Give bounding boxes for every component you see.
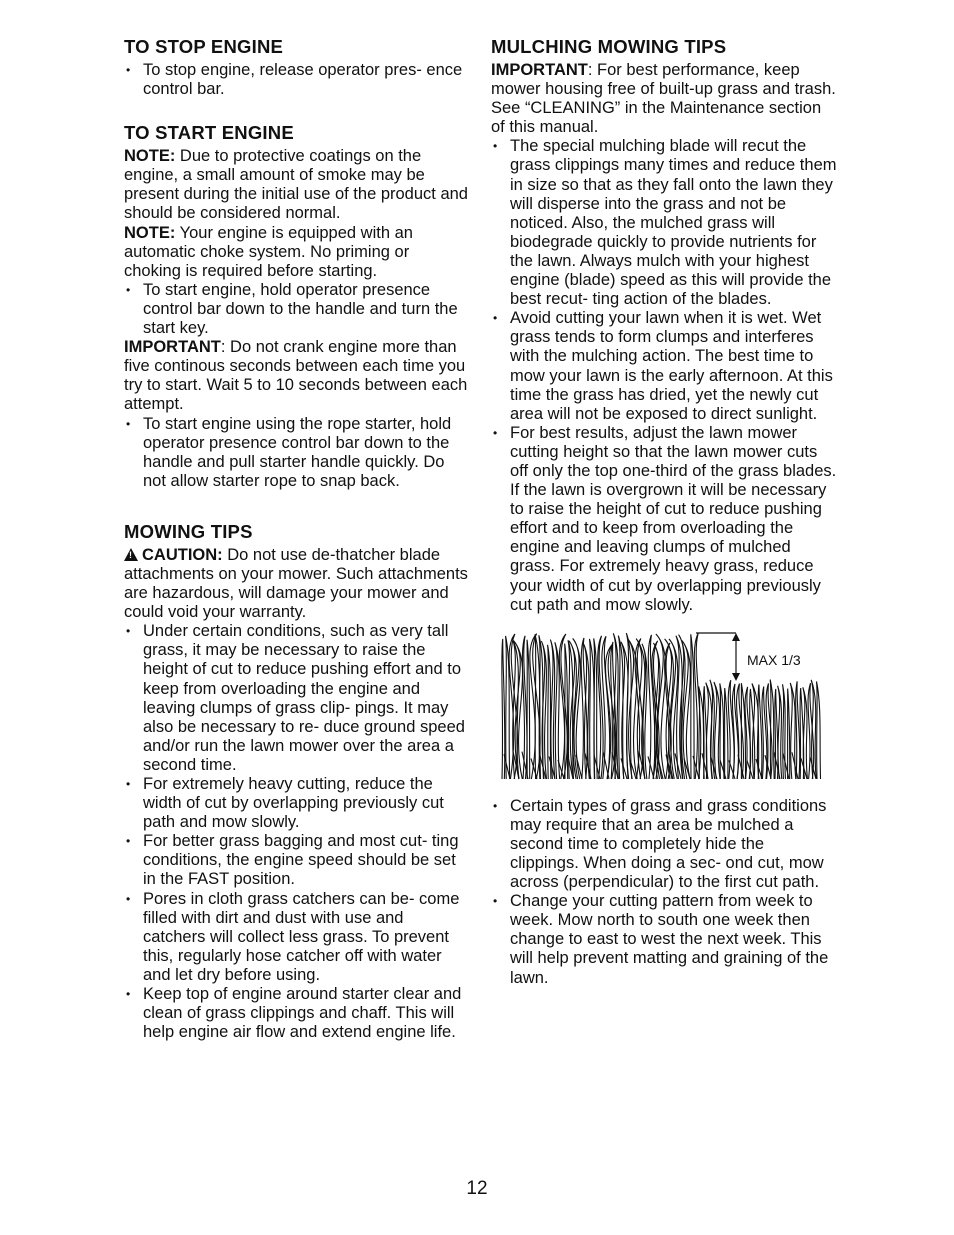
list-item: • For best results, adjust the lawn mower cutting height so that the lawn mower cuts off only the top one-third of the grass blades. If the lawn is overgrown it will be necessary to raise the height of cut to reduce pushing effort and to keep from overloading the engine and leaving clumps of mulched grass. For extremely heavy grass, reduce your width of cut by overlapping previously cut path and mow slowly. (491, 424, 837, 615)
important-paragraph (491, 61, 837, 137)
mowing-tips-heading: MOWING TIPS (124, 520, 253, 542)
warning-triangle-icon (124, 548, 138, 561)
list-item: • To start engine using the rope starter, hold operator presence control bar down to the handle and pull starter handle quickly. Do not allow starter rope to snap back. (124, 415, 470, 491)
mulching-tips-list (491, 137, 837, 614)
note-paragraph (124, 147, 470, 223)
list-item: • Certain types of grass and grass conditions may require that an area be mulched a second time to completely hide the clippings. When doing a sec- ond cut, mow across (perpendicular) to the first cut path. (491, 797, 837, 892)
important-text: : For best performance, keep mower housing free of built-up grass and trash. See “CLEANING” in the Maintenance section of this manual. (491, 61, 836, 137)
grass-height-illustration (496, 631, 826, 781)
list-item: • Change your cutting pattern from week to week. Mow north to south one week then change to east to west the next week. This will help prevent matting and graining of the lawn. (491, 892, 837, 987)
list-item: • For extremely heavy cutting, reduce the width of cut by overlapping previously cut path and mow slowly. (124, 775, 470, 832)
list-item: • Pores in cloth grass catchers can be- come filled with dirt and dust with use and catchers will collect less grass. To prevent this, regularly hose catcher off with water and let dry before using. (124, 890, 470, 985)
important-label: IMPORTANT (124, 338, 221, 357)
stop-engine-list (124, 61, 470, 99)
list-item: • Under certain conditions, such as very tall grass, it may be necessary to raise the height of cut to reduce pushing effort and to keep from overloading the engine and leaving clumps of grass clip- pings. It may also be necessary to re- duce ground speed and/or run the lawn mower over the area a second time. (124, 622, 470, 775)
right-column (491, 36, 837, 988)
list-item: • Keep top of engine around starter clear and clean of grass clippings and chaff. This will help engine air flow and extend engine life. (124, 985, 470, 1042)
grass-blades-icon (496, 631, 826, 781)
note-text: Your engine is equipped with an automatic choke system. No priming or choking is required before starting. (124, 223, 413, 280)
list-item: • Avoid cutting your lawn when it is wet. Wet grass tends to form clumps and interferes with the mulching action. The best time to mow your lawn is the early afternoon. At this time the grass has dried, yet the newly cut area will not be exposed to direct sunlight. (491, 309, 837, 424)
mowing-tips-list (124, 622, 470, 1042)
note-paragraph (124, 224, 470, 281)
note-label: NOTE: (124, 223, 176, 242)
mulching-tips-heading: MULCHING MOWING TIPS (491, 36, 727, 57)
important-label: IMPORTANT (491, 61, 588, 79)
max-one-third-label: MAX 1/3 (747, 651, 801, 668)
list-item: • For better grass bagging and most cut- ting conditions, the engine speed should be set in the FAST position. (124, 832, 470, 889)
list-item: • To start engine, hold operator presence control bar down to the handle and turn the start key. (124, 281, 470, 338)
important-text: : Do not crank engine more than five continous seconds between each time you try to start. Wait 5 to 10 seconds between each attempt. (124, 338, 468, 414)
important-paragraph (124, 338, 470, 414)
note-label: NOTE: (124, 147, 176, 166)
start-engine-heading: TO START ENGINE (124, 122, 294, 144)
left-column (124, 36, 470, 1042)
caution-text: Do not use de-thatcher blade attachments on your mower. Such attachments are hazardous, will damage your mower and could void your warranty. (124, 545, 468, 622)
page-number: 12 (466, 1178, 488, 1199)
stop-engine-heading: TO STOP ENGINE (124, 36, 284, 57)
mulching-tips-list-2 (491, 797, 837, 988)
list-item: • To stop engine, release operator pres- ence control bar. (124, 61, 470, 99)
caution-paragraph (124, 546, 470, 622)
caution-label: CAUTION: (142, 545, 223, 564)
start-engine-list (124, 281, 470, 338)
list-item: • The special mulching blade will recut the grass clippings many times and reduce them in size so that as they fall onto the lawn they will disperse into the grass and not be noticed. Also, the mulched grass will biodegrade quickly to provide nutrients for the lawn. Always mulch with your highest engine (blade) speed as this will provide the best recut- ting action of the blades. (491, 137, 837, 309)
note-text: Due to protective coatings on the engine, a small amount of smoke may be present during the initial use of the product and should be considered normal. (124, 147, 468, 223)
start-engine-list-2 (124, 415, 470, 491)
